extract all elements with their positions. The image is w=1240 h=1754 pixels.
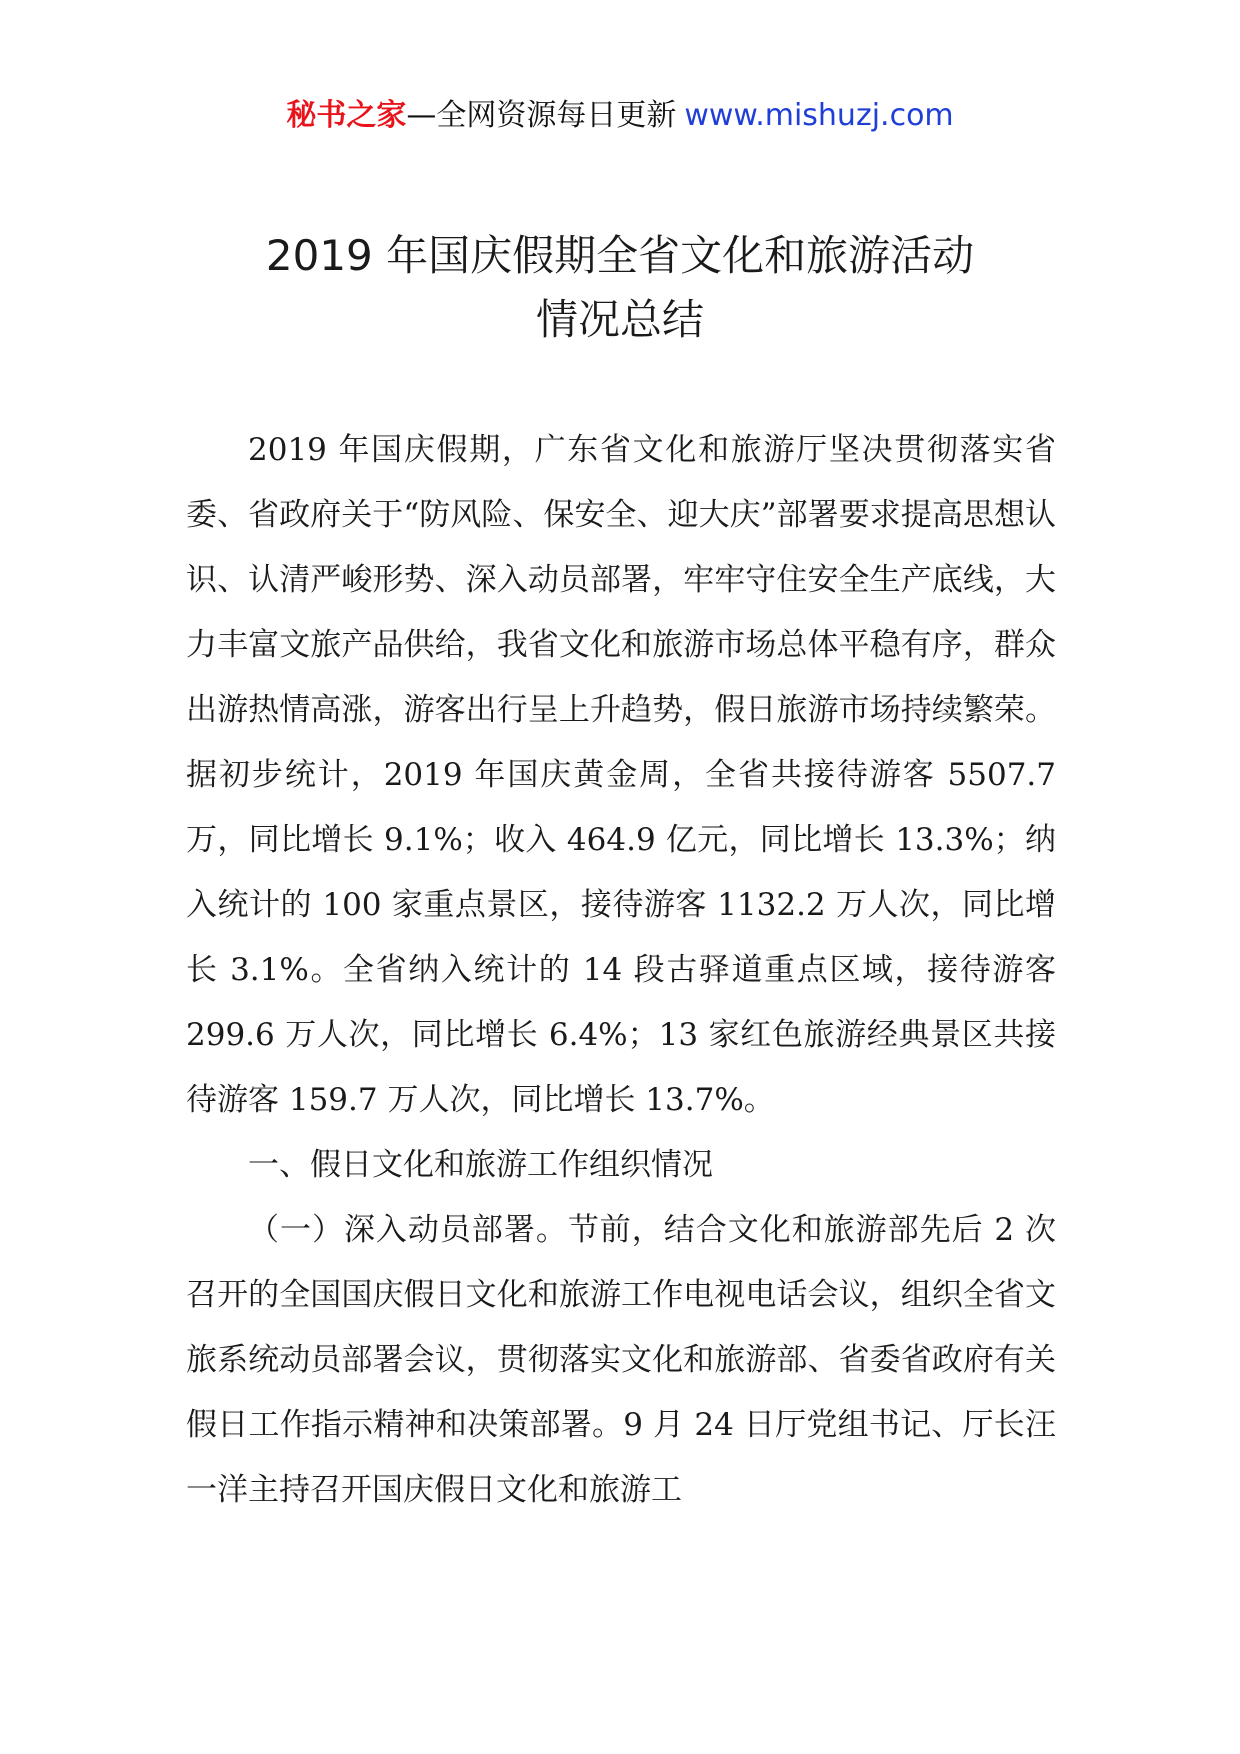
header-tagline: —全网资源每日更新	[406, 98, 677, 133]
site-header	[0, 96, 1240, 136]
title-line-1: 2019 年国庆假期全省文化和旅游活动	[265, 231, 975, 280]
title-line-2: 情况总结	[535, 295, 704, 344]
subsection-paragraph: （一）深入动员部署。节前，结合文化和旅游部先后 2 次召开的全国国庆假日文化和旅游工作电视电话会议，组织全省文旅系统动员部署会议，贯彻落实文化和旅游部、省委省政府有关假日工作指示精神和决策部署。9 月 24 日厅党组书记、厅长汪一洋主持召开国庆假日文化和旅游工	[186, 1212, 1056, 1508]
intro-paragraph: 2019 年国庆假期，广东省文化和旅游厅坚决贯彻落实省委、省政府关于“防风险、保安全、迎大庆”部署要求提高思想认识、认清严峻形势、深入动员部署，牢牢守住安全生产底线，大力丰富文旅产品供给，我省文化和旅游市场总体平稳有序，群众出游热情高涨，游客出行呈上升趋势，假日旅游市场持续繁荣。据初步统计，2019 年国庆黄金周，全省共接待游客 5507.7 万，同比增长 9.1%；收入 464.9 亿元，同比增长 13.3%；纳入统计的 100 家重点景区，接待游客 1132.2 万人次，同比增长 3.1%。全省纳入统计的 14 段古驿道重点区域，接待游客 299.6 万人次，同比增长 6.4%；13 家红色旅游经典景区共接待游客 159.7 万人次，同比增长 13.7%。	[186, 432, 1056, 1118]
document-body	[186, 418, 1056, 1523]
document-title	[0, 224, 1240, 352]
section-heading: 一、假日文化和旅游工作组织情况	[248, 1147, 713, 1183]
brand-name: 秘书之家	[286, 98, 407, 133]
site-url-link[interactable]: www.mishuzj.com	[684, 98, 954, 133]
